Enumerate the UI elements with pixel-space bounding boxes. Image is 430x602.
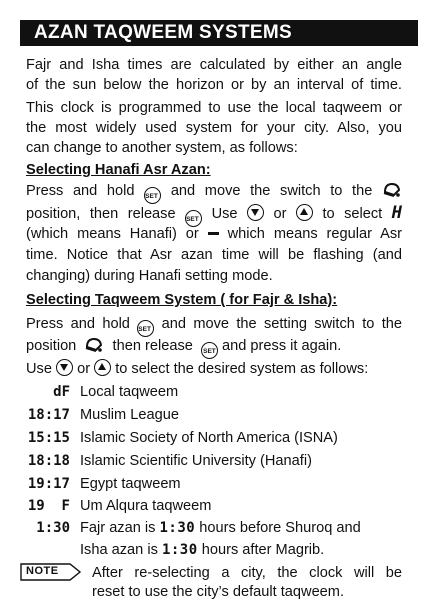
text-span: to select the desired system as follows: (115, 361, 369, 377)
text-span: (which means Hanafi) or (26, 226, 199, 242)
text-span: and move the setting switch to the (161, 316, 402, 332)
note-tag (20, 563, 82, 581)
text-span: then release (112, 338, 193, 354)
text-span: or (273, 206, 287, 222)
system-code: dF (53, 384, 70, 400)
system-code: 19 F (27, 498, 70, 514)
text-span: position, then release (26, 206, 176, 222)
interval-code: 1:30 (161, 542, 198, 558)
text-span: Press and hold (26, 316, 130, 332)
system-code: 18:17 (27, 407, 70, 423)
set-button-icon: SET (144, 187, 161, 204)
text-span: position (26, 338, 77, 354)
hanafi-line-3 (26, 224, 402, 244)
hanafi-line-4: time. Notice that Asr azan time will be flashing (and (26, 247, 402, 263)
dash-symbol (208, 232, 219, 236)
system-code: 1:30 (36, 520, 70, 536)
taqweem-line-3 (26, 359, 368, 379)
system-label: Egypt taqweem (80, 476, 181, 492)
note-tag-label: NOTE (26, 565, 59, 577)
up-button-icon (296, 204, 313, 221)
down-button-icon (56, 359, 73, 376)
text-span: Press and hold (26, 183, 135, 199)
interval-code: 1:30 (159, 520, 196, 536)
section-heading-hanafi: Selecting Hanafi Asr Azan: (26, 162, 211, 178)
system-label: Islamic Society of North America (ISNA) (80, 430, 338, 446)
text-span: which means regular Asr (227, 226, 402, 242)
text-span: and move the switch to the (170, 183, 373, 199)
set-button-icon: SET (201, 342, 218, 359)
intro-line-5: can change to another system, as follows: (26, 140, 298, 156)
interval-line-1 (80, 518, 361, 538)
hanafi-h-symbol: H (391, 203, 402, 223)
text-span: to select (322, 206, 383, 222)
text-span: hours after Magrib. (201, 542, 325, 558)
hanafi-line-1 (26, 181, 402, 204)
bell-icon (382, 181, 402, 199)
down-button-icon (247, 204, 264, 221)
intro-line-4: the most widely used system for your city. Also, you (26, 120, 402, 136)
text-span: Use (211, 206, 238, 222)
system-label: Muslim League (80, 407, 179, 423)
intro-line-3: This clock is programmed to use the local taqweem or (26, 100, 402, 116)
system-label: Local taqweem (80, 384, 179, 400)
hanafi-line-5: changing) during Hanafi setting mode. (26, 268, 273, 284)
note-line-1: After re-selecting a city, the clock will be (92, 565, 402, 581)
section-heading-taqweem: Selecting Taqweem System ( for Fajr & Isha): (26, 292, 338, 308)
up-button-icon (94, 359, 111, 376)
note-line-2: reset to use the city’s default taqweem. (92, 584, 345, 600)
system-code: 18:18 (27, 453, 70, 469)
system-code: 15:15 (27, 430, 70, 446)
system-label: Um Alqura taqweem (80, 498, 212, 514)
text-span: hours before Shuroq and (199, 520, 361, 536)
page-title: AZAN TAQWEEM SYSTEMS (20, 20, 418, 46)
text-span: Isha azan is (80, 542, 158, 558)
intro-line-2: of the sun below the horizon or by an interval of time. (26, 77, 402, 93)
system-code: 19:17 (27, 476, 70, 492)
text-span: and press it again. (222, 338, 342, 354)
set-button-icon: SET (137, 320, 154, 337)
text-span: Use (26, 361, 52, 377)
bell-icon (84, 336, 104, 354)
set-button-icon: SET (185, 210, 202, 227)
intro-line-1: Fajr and Isha times are calculated by either an angle (26, 57, 402, 73)
taqweem-line-2 (26, 336, 341, 359)
text-span: or (77, 361, 91, 377)
text-span: Fajr azan is (80, 520, 156, 536)
system-label: Islamic Scientific University (Hanafi) (80, 453, 312, 469)
taqweem-line-1 (26, 314, 402, 337)
interval-line-2 (80, 540, 324, 560)
